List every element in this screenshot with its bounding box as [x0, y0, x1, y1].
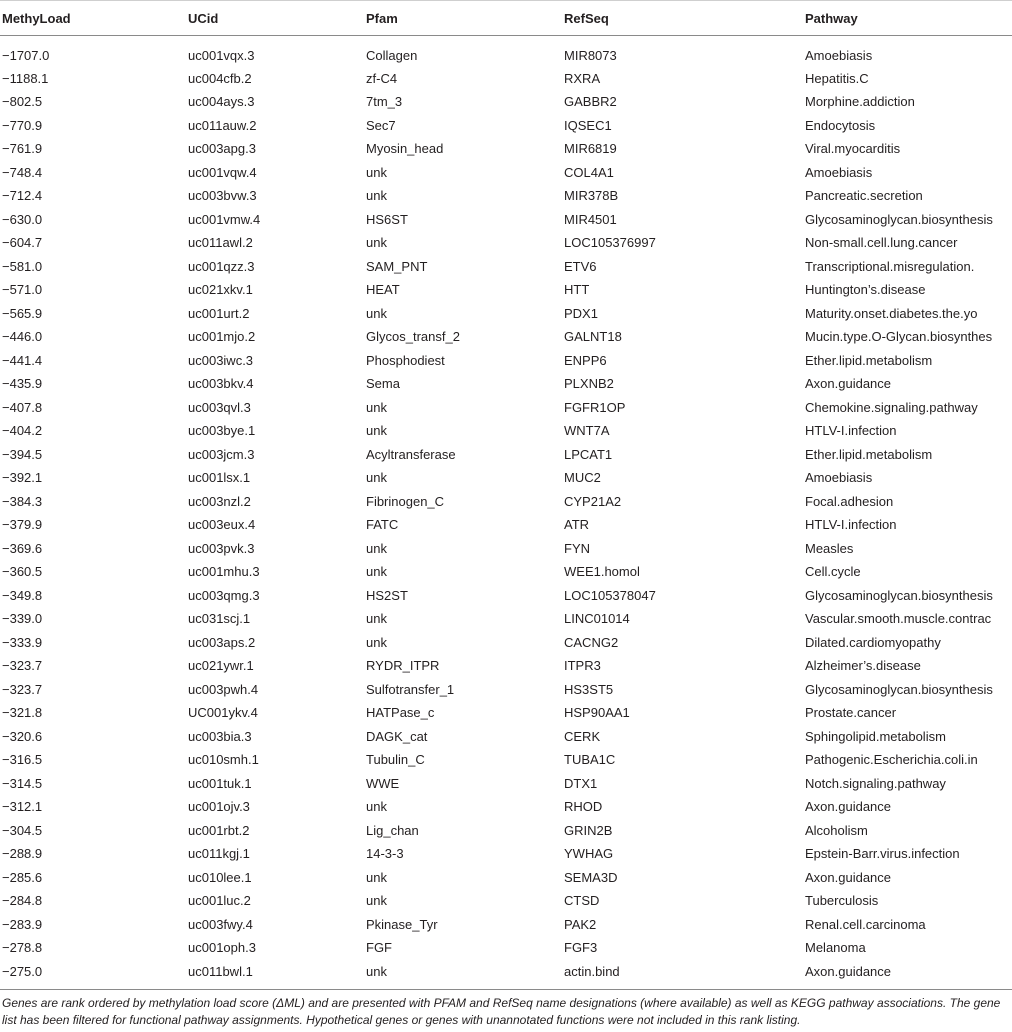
- table-row: [0, 560, 1012, 584]
- cell-refseq: MIR378B: [564, 188, 619, 204]
- cell-methyload: −369.6: [2, 540, 43, 556]
- cell-pathway: Notch.signaling.pathway: [805, 775, 946, 791]
- cell-pathway: Chemokine.signaling.pathway: [805, 399, 978, 415]
- table-row: [0, 208, 1012, 232]
- cell-methyload: −379.9: [2, 517, 43, 533]
- cell-refseq: LINC01014: [564, 611, 630, 627]
- table-row: [0, 302, 1012, 326]
- cell-ucid: uc003aps.2: [188, 634, 256, 650]
- cell-ucid: uc021ywr.1: [188, 658, 254, 674]
- table-row: [0, 396, 1012, 420]
- cell-pfam: unk: [366, 963, 387, 979]
- cell-methyload: −446.0: [2, 329, 43, 345]
- table-row: [0, 513, 1012, 537]
- cell-ucid: uc003iwc.3: [188, 352, 254, 368]
- cell-methyload: −712.4: [2, 188, 43, 204]
- cell-ucid: uc001vmw.4: [188, 211, 261, 227]
- cell-methyload: −339.0: [2, 611, 43, 627]
- table-row: [0, 960, 1012, 990]
- cell-refseq: MIR8073: [564, 47, 617, 63]
- cell-refseq: PAK2: [564, 916, 597, 932]
- cell-ucid: uc001oph.3: [188, 940, 256, 956]
- table-row: [0, 372, 1012, 396]
- header-row: [0, 1, 1012, 36]
- cell-refseq: FYN: [564, 540, 590, 556]
- cell-pfam: FATC: [366, 517, 399, 533]
- cell-methyload: −283.9: [2, 916, 43, 932]
- table-row: [0, 795, 1012, 819]
- cell-pfam: unk: [366, 423, 387, 439]
- cell-pathway: Non-small.cell.lung.cancer: [805, 235, 958, 251]
- cell-methyload: −321.8: [2, 705, 43, 721]
- cell-methyload: −404.2: [2, 423, 43, 439]
- table-row: [0, 231, 1012, 255]
- cell-methyload: −1707.0: [2, 47, 50, 63]
- table-row: [0, 889, 1012, 913]
- cell-ucid: uc003jcm.3: [188, 446, 255, 462]
- cell-methyload: −407.8: [2, 399, 43, 415]
- cell-ucid: uc003qvl.3: [188, 399, 251, 415]
- cell-pfam: unk: [366, 399, 387, 415]
- table-footnote: Genes are rank ordered by methylation load score (ΔML) and are presented with PFAM and RefSeq name designations (where available) as well as KEGG pathway associations. The gene list has been filtered for functional pathway assignments. Hypothetical genes or genes with unannotated functions were not included in this rank listing.: [2, 996, 1001, 1027]
- cell-pfam: unk: [366, 893, 387, 909]
- cell-ucid: uc001mjo.2: [188, 329, 256, 345]
- cell-methyload: −392.1: [2, 470, 43, 486]
- cell-refseq: GRIN2B: [564, 822, 613, 838]
- cell-methyload: −312.1: [2, 799, 43, 815]
- cell-ucid: UC001ykv.4: [188, 705, 258, 721]
- cell-methyload: −314.5: [2, 775, 43, 791]
- table-row: [0, 584, 1012, 608]
- cell-refseq: actin.bind: [564, 963, 620, 979]
- table-row: [0, 443, 1012, 467]
- cell-pathway: Epstein-Barr.virus.infection: [805, 846, 960, 862]
- cell-refseq: IQSEC1: [564, 117, 612, 133]
- cell-pfam: unk: [366, 470, 387, 486]
- cell-ucid: uc003bye.1: [188, 423, 256, 439]
- cell-pfam: RYDR_ITPR: [366, 658, 440, 674]
- table-row: [0, 866, 1012, 890]
- cell-methyload: −770.9: [2, 117, 43, 133]
- cell-ucid: uc003fwy.4: [188, 916, 253, 932]
- cell-pfam: unk: [366, 305, 387, 321]
- cell-refseq: HTT: [564, 282, 590, 298]
- header-methyload: MethyLoad: [2, 10, 71, 26]
- cell-refseq: CYP21A2: [564, 493, 622, 509]
- cell-pfam: SAM_PNT: [366, 258, 428, 274]
- cell-pathway: Ether.lipid.metabolism: [805, 352, 933, 368]
- cell-methyload: −285.6: [2, 869, 43, 885]
- cell-pathway: Axon.guidance: [805, 869, 892, 885]
- cell-pfam: Glycos_transf_2: [366, 329, 460, 345]
- cell-pfam: unk: [366, 188, 387, 204]
- table-row: [0, 325, 1012, 349]
- cell-refseq: LOC105378047: [564, 587, 656, 603]
- cell-methyload: −394.5: [2, 446, 43, 462]
- cell-methyload: −288.9: [2, 846, 43, 862]
- cell-methyload: −802.5: [2, 94, 43, 110]
- table-row: [0, 748, 1012, 772]
- cell-pfam: Acyltransferase: [366, 446, 456, 462]
- header-refseq: RefSeq: [564, 10, 609, 26]
- cell-methyload: −323.7: [2, 681, 43, 697]
- table-row: [0, 490, 1012, 514]
- cell-refseq: MIR6819: [564, 141, 617, 157]
- cell-pathway: Viral.myocarditis: [805, 141, 901, 157]
- cell-pfam: 14-3-3: [366, 846, 404, 862]
- cell-methyload: −333.9: [2, 634, 43, 650]
- table-row: [0, 725, 1012, 749]
- cell-pathway: Maturity.onset.diabetes.the.yo: [805, 305, 978, 321]
- cell-methyload: −284.8: [2, 893, 43, 909]
- table-header: [0, 1, 1012, 36]
- cell-refseq: SEMA3D: [564, 869, 618, 885]
- cell-methyload: −441.4: [2, 352, 43, 368]
- cell-pathway: Morphine.addiction: [805, 94, 915, 110]
- cell-ucid: uc003qmg.3: [188, 587, 260, 603]
- cell-pfam: Myosin_head: [366, 141, 444, 157]
- header-pfam: Pfam: [366, 10, 398, 26]
- cell-pathway: Amoebiasis: [805, 470, 873, 486]
- cell-ucid: uc001mhu.3: [188, 564, 260, 580]
- cell-ucid: uc001vqx.3: [188, 47, 255, 63]
- cell-pfam: Tubulin_C: [366, 752, 425, 768]
- cell-ucid: uc010smh.1: [188, 752, 259, 768]
- cell-methyload: −320.6: [2, 728, 43, 744]
- cell-pathway: Axon.guidance: [805, 376, 892, 392]
- cell-ucid: uc003bia.3: [188, 728, 252, 744]
- cell-pfam: 7tm_3: [366, 94, 403, 110]
- table-row: [0, 842, 1012, 866]
- cell-pathway: Endocytosis: [805, 117, 876, 133]
- cell-pfam: unk: [366, 611, 387, 627]
- cell-refseq: ENPP6: [564, 352, 607, 368]
- cell-ucid: uc001lsx.1: [188, 470, 251, 486]
- cell-refseq: PLXNB2: [564, 376, 614, 392]
- table-body: [0, 36, 1012, 990]
- cell-methyload: −581.0: [2, 258, 43, 274]
- cell-ucid: uc011awl.2: [188, 235, 253, 251]
- cell-refseq: WNT7A: [564, 423, 610, 439]
- cell-refseq: HS3ST5: [564, 681, 614, 697]
- table-row: [0, 678, 1012, 702]
- cell-pfam: Phosphodiest: [366, 352, 445, 368]
- cell-pathway: Cell.cycle: [805, 564, 861, 580]
- cell-ucid: uc001qzz.3: [188, 258, 255, 274]
- cell-methyload: −349.8: [2, 587, 43, 603]
- cell-pathway: Measles: [805, 540, 854, 556]
- cell-pathway: Glycosaminoglycan.biosynthesis: [805, 211, 993, 227]
- cell-pfam: unk: [366, 164, 387, 180]
- cell-methyload: −278.8: [2, 940, 43, 956]
- table-row: [0, 936, 1012, 960]
- cell-ucid: uc021xkv.1: [188, 282, 253, 298]
- cell-ucid: uc003bvw.3: [188, 188, 257, 204]
- cell-pfam: Sema: [366, 376, 400, 392]
- cell-pfam: Fibrinogen_C: [366, 493, 445, 509]
- cell-pfam: Sec7: [366, 117, 396, 133]
- cell-pathway: Axon.guidance: [805, 799, 892, 815]
- cell-pfam: HS2ST: [366, 587, 408, 603]
- cell-ucid: uc001luc.2: [188, 893, 251, 909]
- cell-methyload: −360.5: [2, 564, 43, 580]
- cell-refseq: PDX1: [564, 305, 598, 321]
- cell-methyload: −604.7: [2, 235, 43, 251]
- cell-pfam: unk: [366, 634, 387, 650]
- cell-pfam: Sulfotransfer_1: [366, 681, 455, 697]
- cell-ucid: uc011auw.2: [188, 117, 257, 133]
- cell-pathway: Melanoma: [805, 940, 866, 956]
- cell-refseq: RHOD: [564, 799, 603, 815]
- cell-ucid: uc001tuk.1: [188, 775, 252, 791]
- cell-pathway: HTLV-I.infection: [805, 517, 897, 533]
- table-row: [0, 701, 1012, 725]
- table-row: [0, 67, 1012, 91]
- table-row: [0, 349, 1012, 373]
- cell-pathway: Renal.cell.carcinoma: [805, 916, 926, 932]
- cell-refseq: FGF3: [564, 940, 598, 956]
- table-row: [0, 90, 1012, 114]
- cell-refseq: YWHAG: [564, 846, 614, 862]
- cell-pathway: Transcriptional.misregulation.: [805, 258, 975, 274]
- cell-pfam: DAGK_cat: [366, 728, 428, 744]
- cell-methyload: −384.3: [2, 493, 43, 509]
- cell-pathway: Pancreatic.secretion: [805, 188, 923, 204]
- table-row: [0, 255, 1012, 279]
- cell-pfam: FGF: [366, 940, 392, 956]
- cell-ucid: uc004ays.3: [188, 94, 255, 110]
- cell-pfam: zf-C4: [366, 70, 398, 86]
- cell-refseq: TUBA1C: [564, 752, 616, 768]
- cell-pfam: unk: [366, 540, 387, 556]
- cell-refseq: CERK: [564, 728, 601, 744]
- cell-refseq: DTX1: [564, 775, 598, 791]
- cell-pfam: HS6ST: [366, 211, 408, 227]
- cell-pfam: Collagen: [366, 47, 418, 63]
- table-row: [0, 161, 1012, 185]
- cell-ucid: uc003nzl.2: [188, 493, 251, 509]
- cell-methyload: −565.9: [2, 305, 43, 321]
- cell-refseq: LOC105376997: [564, 235, 656, 251]
- cell-pathway: Ether.lipid.metabolism: [805, 446, 933, 462]
- cell-ucid: uc011bwl.1: [188, 963, 253, 979]
- cell-pathway: Glycosaminoglycan.biosynthesis: [805, 587, 993, 603]
- cell-pfam: Pkinase_Tyr: [366, 916, 438, 932]
- cell-methyload: −748.4: [2, 164, 43, 180]
- cell-refseq: ETV6: [564, 258, 597, 274]
- table-row: [0, 114, 1012, 138]
- cell-pfam: unk: [366, 869, 387, 885]
- cell-pfam: unk: [366, 235, 387, 251]
- cell-refseq: FGFR1OP: [564, 399, 626, 415]
- table-row: [0, 137, 1012, 161]
- cell-ucid: uc001rbt.2: [188, 822, 250, 838]
- cell-pathway: Vascular.smooth.muscle.contrac: [805, 611, 992, 627]
- cell-ucid: uc001urt.2: [188, 305, 250, 321]
- cell-ucid: uc001ojv.3: [188, 799, 250, 815]
- cell-refseq: WEE1.homol: [564, 564, 640, 580]
- table-row: [0, 631, 1012, 655]
- cell-pathway: Amoebiasis: [805, 47, 873, 63]
- cell-pfam: WWE: [366, 775, 400, 791]
- table-row: [0, 607, 1012, 631]
- table-row: [0, 278, 1012, 302]
- cell-ucid: uc010lee.1: [188, 869, 252, 885]
- cell-refseq: LPCAT1: [564, 446, 613, 462]
- cell-refseq: RXRA: [564, 70, 601, 86]
- cell-methyload: −435.9: [2, 376, 43, 392]
- header-pathway: Pathway: [805, 10, 858, 26]
- cell-methyload: −571.0: [2, 282, 43, 298]
- cell-methyload: −275.0: [2, 963, 43, 979]
- cell-pathway: Hepatitis.C: [805, 70, 869, 86]
- cell-refseq: GABBR2: [564, 94, 617, 110]
- cell-methyload: −1188.1: [2, 70, 49, 86]
- cell-pathway: Alzheimer’s.disease: [805, 658, 921, 674]
- cell-ucid: uc031scj.1: [188, 611, 251, 627]
- cell-ucid: uc011kgj.1: [188, 846, 250, 862]
- cell-refseq: CTSD: [564, 893, 600, 909]
- cell-methyload: −316.5: [2, 752, 43, 768]
- cell-ucid: uc004cfb.2: [188, 70, 252, 86]
- cell-pfam: HEAT: [366, 282, 400, 298]
- cell-pathway: Tuberculosis: [805, 893, 879, 909]
- cell-refseq: ITPR3: [564, 658, 601, 674]
- cell-pathway: Mucin.type.O-Glycan.biosynthes: [805, 329, 993, 345]
- table-row: [0, 36, 1012, 67]
- cell-pfam: unk: [366, 564, 387, 580]
- cell-pathway: Pathogenic.Escherichia.coli.in: [805, 752, 978, 768]
- cell-pfam: Lig_chan: [366, 822, 419, 838]
- cell-pathway: Axon.guidance: [805, 963, 892, 979]
- table-row: [0, 654, 1012, 678]
- cell-pathway: Focal.adhesion: [805, 493, 894, 509]
- cell-refseq: MIR4501: [564, 211, 617, 227]
- table-row: [0, 537, 1012, 561]
- cell-pathway: Alcoholism: [805, 822, 868, 838]
- table-row: [0, 184, 1012, 208]
- cell-pathway: Sphingolipid.metabolism: [805, 728, 946, 744]
- header-ucid: UCid: [188, 10, 219, 26]
- cell-methyload: −323.7: [2, 658, 43, 674]
- cell-refseq: ATR: [564, 517, 590, 533]
- cell-pathway: Dilated.cardiomyopathy: [805, 634, 941, 650]
- table-row: [0, 466, 1012, 490]
- cell-refseq: GALNT18: [564, 329, 622, 345]
- cell-pfam: unk: [366, 799, 387, 815]
- cell-ucid: uc001vqw.4: [188, 164, 257, 180]
- table-row: [0, 772, 1012, 796]
- cell-pathway: Glycosaminoglycan.biosynthesis: [805, 681, 993, 697]
- cell-pathway: HTLV-I.infection: [805, 423, 897, 439]
- cell-ucid: uc003pvk.3: [188, 540, 255, 556]
- cell-refseq: HSP90AA1: [564, 705, 630, 721]
- cell-ucid: uc003apg.3: [188, 141, 256, 157]
- cell-refseq: COL4A1: [564, 164, 614, 180]
- cell-ucid: uc003pwh.4: [188, 681, 259, 697]
- cell-methyload: −304.5: [2, 822, 43, 838]
- cell-pathway: Prostate.cancer: [805, 705, 897, 721]
- cell-methyload: −761.9: [2, 141, 43, 157]
- table-row: [0, 419, 1012, 443]
- cell-refseq: MUC2: [564, 470, 601, 486]
- cell-methyload: −630.0: [2, 211, 43, 227]
- cell-ucid: uc003bkv.4: [188, 376, 254, 392]
- table-row: [0, 819, 1012, 843]
- cell-pfam: HATPase_c: [366, 705, 435, 721]
- table-row: [0, 913, 1012, 937]
- cell-pathway: Huntington’s.disease: [805, 282, 926, 298]
- cell-pathway: Amoebiasis: [805, 164, 873, 180]
- cell-ucid: uc003eux.4: [188, 517, 256, 533]
- cell-refseq: CACNG2: [564, 634, 619, 650]
